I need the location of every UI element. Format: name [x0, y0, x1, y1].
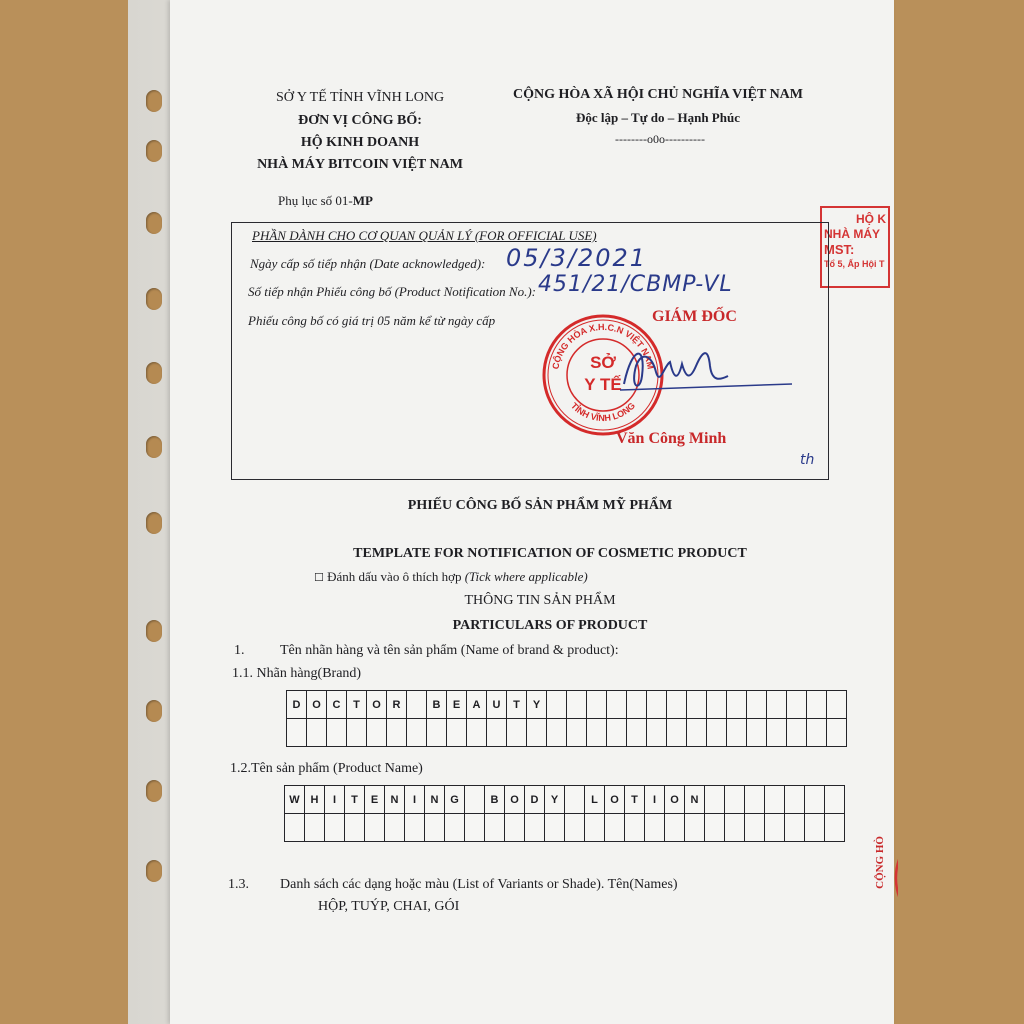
- grid-cell: [667, 719, 687, 747]
- punch-hole: [146, 362, 162, 384]
- grid-cell: [567, 719, 587, 747]
- seal-ring-top: CỘNG HÒA X.H.C.N VIỆT NAM: [550, 321, 656, 371]
- grid-cell: [527, 719, 547, 747]
- grid-cell: [647, 719, 667, 747]
- grid-cell: [747, 691, 767, 719]
- grid-cell: [767, 719, 787, 747]
- grid-cell: D: [525, 786, 545, 814]
- grid-cell: [607, 691, 627, 719]
- grid-cell: [345, 814, 365, 842]
- grid-cell: Y: [527, 691, 547, 719]
- grid-row: [285, 814, 845, 842]
- date-label: Ngày cấp số tiếp nhận (Date acknowledged):: [250, 256, 486, 271]
- grid-cell: [745, 786, 765, 814]
- grid-cell: [727, 691, 747, 719]
- grid-cell: [687, 691, 707, 719]
- grid-cell: T: [625, 786, 645, 814]
- company-stamp-line: Tổ 5, Ấp Hội T: [824, 259, 885, 269]
- grid-cell: H: [305, 786, 325, 814]
- grid-cell: [785, 786, 805, 814]
- grid-cell: R: [387, 691, 407, 719]
- grid-cell: [485, 814, 505, 842]
- director-name: Văn Công Minh: [616, 430, 727, 447]
- grid-cell: [607, 719, 627, 747]
- company-stamp-line: HỘ K: [856, 212, 886, 226]
- grid-cell: [327, 719, 347, 747]
- grid-cell: [505, 814, 525, 842]
- grid-cell: [787, 691, 807, 719]
- grid-cell: [807, 691, 827, 719]
- punch-hole: [146, 512, 162, 534]
- punch-hole: [146, 620, 162, 642]
- grid-cell: G: [445, 786, 465, 814]
- grid-cell: [705, 814, 725, 842]
- grid-cell: [287, 719, 307, 747]
- grid-cell: [645, 814, 665, 842]
- republic-title: CỘNG HÒA XÃ HỘI CHỦ NGHĨA VIỆT NAM: [512, 87, 803, 102]
- grid-cell: [667, 691, 687, 719]
- motto-divider: --------o0o----------: [615, 132, 705, 146]
- grid-cell: Y: [545, 786, 565, 814]
- grid-cell: O: [367, 691, 387, 719]
- grid-cell: [565, 786, 585, 814]
- grid-cell: [827, 691, 847, 719]
- grid-cell: [825, 786, 845, 814]
- form-title-vn: PHIẾU CÔNG BỐ SẢN PHẨM MỸ PHẨM: [407, 498, 673, 513]
- grid-cell: I: [405, 786, 425, 814]
- grid-cell: [305, 814, 325, 842]
- grid-cell: [627, 691, 647, 719]
- grid-cell: [525, 814, 545, 842]
- grid-cell: [285, 814, 305, 842]
- grid-cell: [465, 814, 485, 842]
- appendix-text: Phụ lục số 01-: [278, 193, 353, 208]
- grid-cell: [687, 719, 707, 747]
- grid-cell: I: [325, 786, 345, 814]
- grid-cell: [407, 691, 427, 719]
- seal-center-top: SỞ: [590, 353, 616, 372]
- grid-cell: O: [605, 786, 625, 814]
- grid-cell: [625, 814, 645, 842]
- grid-cell: [767, 691, 787, 719]
- grid-cell: [387, 719, 407, 747]
- director-title: GIÁM ĐỐC: [652, 308, 737, 325]
- appendix-code: MP: [352, 193, 373, 208]
- official-use-title: PHẦN DÀNH CHO CƠ QUAN QUẢN LÝ (FOR OFFICIAL USE): [252, 228, 597, 243]
- grid-row: [285, 786, 845, 814]
- grid-cell: [487, 719, 507, 747]
- grid-cell: [507, 719, 527, 747]
- grid-cell: [807, 719, 827, 747]
- punch-hole: [146, 860, 162, 882]
- grid-cell: [707, 719, 727, 747]
- grid-cell: W: [285, 786, 305, 814]
- punch-hole: [146, 780, 162, 802]
- grid-cell: E: [365, 786, 385, 814]
- notification-number-label: Số tiếp nhận Phiếu công bố (Product Notification No.):: [248, 284, 537, 299]
- section-title-en: PARTICULARS OF PRODUCT: [452, 618, 648, 633]
- grid-cell: I: [645, 786, 665, 814]
- grid-cell: [447, 719, 467, 747]
- grid-cell: [445, 814, 465, 842]
- grid-cell: T: [507, 691, 527, 719]
- grid-cell: B: [485, 786, 505, 814]
- grid-cell: A: [467, 691, 487, 719]
- unit-label: ĐƠN VỊ CÔNG BỐ:: [298, 113, 422, 128]
- grid-cell: [587, 719, 607, 747]
- grid-cell: [745, 814, 765, 842]
- grid-cell: [827, 719, 847, 747]
- punch-hole: [146, 700, 162, 722]
- grid-cell: [647, 691, 667, 719]
- grid-cell: [785, 814, 805, 842]
- item1-number: 1.: [234, 643, 245, 658]
- punch-hole: [146, 436, 162, 458]
- grid-cell: O: [665, 786, 685, 814]
- validity-note: Phiếu công bố có giá trị 05 năm kể từ ngày cấp: [248, 313, 496, 328]
- national-motto: Độc lập – Tự do – Hạnh Phúc: [576, 110, 740, 125]
- tick-instruction-en: (Tick where applicable): [464, 569, 588, 584]
- grid-cell: [407, 719, 427, 747]
- grid-cell: N: [385, 786, 405, 814]
- grid-cell: [747, 719, 767, 747]
- product-name-label: 1.2.Tên sản phẩm (Product Name): [230, 761, 423, 776]
- grid-row: [287, 719, 847, 747]
- grid-cell: [825, 814, 845, 842]
- grid-cell: [405, 814, 425, 842]
- punch-hole: [146, 288, 162, 310]
- grid-cell: T: [347, 691, 367, 719]
- grid-cell: [465, 786, 485, 814]
- grid-cell: D: [287, 691, 307, 719]
- grid-cell: T: [345, 786, 365, 814]
- grid-cell: [805, 814, 825, 842]
- date-value-handwritten: 05/3/2021: [506, 244, 648, 272]
- grid-cell: C: [327, 691, 347, 719]
- notification-number-handwritten: 451/21/CBMP-VL: [538, 272, 733, 297]
- product-letter-grid: [284, 785, 845, 842]
- grid-cell: [765, 786, 785, 814]
- item1-text: Tên nhãn hàng và tên sản phẩm (Name of brand & product):: [280, 643, 619, 658]
- section-title-vn: THÔNG TIN SẢN PHẨM: [464, 593, 616, 608]
- grid-cell: [365, 814, 385, 842]
- grid-cell: [385, 814, 405, 842]
- initials-handwritten: th: [800, 452, 815, 468]
- grid-cell: [685, 814, 705, 842]
- grid-cell: [787, 719, 807, 747]
- grid-cell: [585, 814, 605, 842]
- grid-cell: U: [487, 691, 507, 719]
- grid-cell: [765, 814, 785, 842]
- company-stamp: [820, 206, 890, 288]
- brand-label: 1.1. Nhãn hàng(Brand): [232, 666, 362, 681]
- agency-name: SỞ Y TẾ TỈNH VĨNH LONG: [275, 90, 445, 105]
- grid-cell: [545, 814, 565, 842]
- grid-cell: [727, 719, 747, 747]
- grid-cell: [665, 814, 685, 842]
- punch-hole: [146, 140, 162, 162]
- grid-cell: [567, 691, 587, 719]
- company-stamp-line: NHÀ MÁY: [824, 227, 880, 241]
- tick-instruction-vn: Đánh dấu vào ô thích hợp: [327, 569, 462, 584]
- seal-center-bottom: Y TẾ: [584, 375, 622, 394]
- grid-cell: [427, 719, 447, 747]
- grid-cell: [587, 691, 607, 719]
- item13-text: Danh sách các dạng hoặc màu (List of Variants or Shade). Tên(Names): [280, 877, 678, 892]
- variants-list: HỘP, TUÝP, CHAI, GÓI: [318, 899, 460, 914]
- grid-cell: B: [427, 691, 447, 719]
- grid-cell: [425, 814, 445, 842]
- grid-cell: N: [425, 786, 445, 814]
- grid-cell: [467, 719, 487, 747]
- grid-cell: [605, 814, 625, 842]
- appendix-label: [278, 193, 373, 209]
- grid-row: [287, 691, 847, 719]
- svg-text:TỈNH VĨNH LONG: [569, 401, 637, 424]
- grid-cell: [705, 786, 725, 814]
- grid-cell: O: [505, 786, 525, 814]
- grid-cell: [307, 719, 327, 747]
- grid-cell: [547, 719, 567, 747]
- tick-instruction: [314, 569, 588, 585]
- grid-cell: E: [447, 691, 467, 719]
- checkbox-icon: ☐: [314, 571, 324, 584]
- grid-cell: N: [685, 786, 705, 814]
- grid-cell: [325, 814, 345, 842]
- grid-cell: [627, 719, 647, 747]
- grid-cell: [347, 719, 367, 747]
- punch-hole: [146, 90, 162, 112]
- grid-cell: [725, 786, 745, 814]
- grid-cell: O: [307, 691, 327, 719]
- partial-stamp-text: CỘNG HÒ: [874, 836, 886, 889]
- grid-cell: [547, 691, 567, 719]
- brand-letter-grid: [286, 690, 847, 747]
- form-title-en: TEMPLATE FOR NOTIFICATION OF COSMETIC PRODUCT: [353, 546, 747, 561]
- seal-ring-bottom: TỈNH VĨNH LONG: [569, 400, 638, 424]
- item13-number: 1.3.: [228, 877, 249, 892]
- unit-name: NHÀ MÁY BITCOIN VIỆT NAM: [257, 157, 463, 172]
- punch-hole: [146, 212, 162, 234]
- grid-cell: [707, 691, 727, 719]
- grid-cell: L: [585, 786, 605, 814]
- unit-type: HỘ KINH DOANH: [300, 135, 420, 150]
- grid-cell: [565, 814, 585, 842]
- director-signature: [612, 336, 796, 400]
- grid-cell: [367, 719, 387, 747]
- grid-cell: [725, 814, 745, 842]
- company-stamp-line: MST:: [824, 242, 855, 257]
- grid-cell: [805, 786, 825, 814]
